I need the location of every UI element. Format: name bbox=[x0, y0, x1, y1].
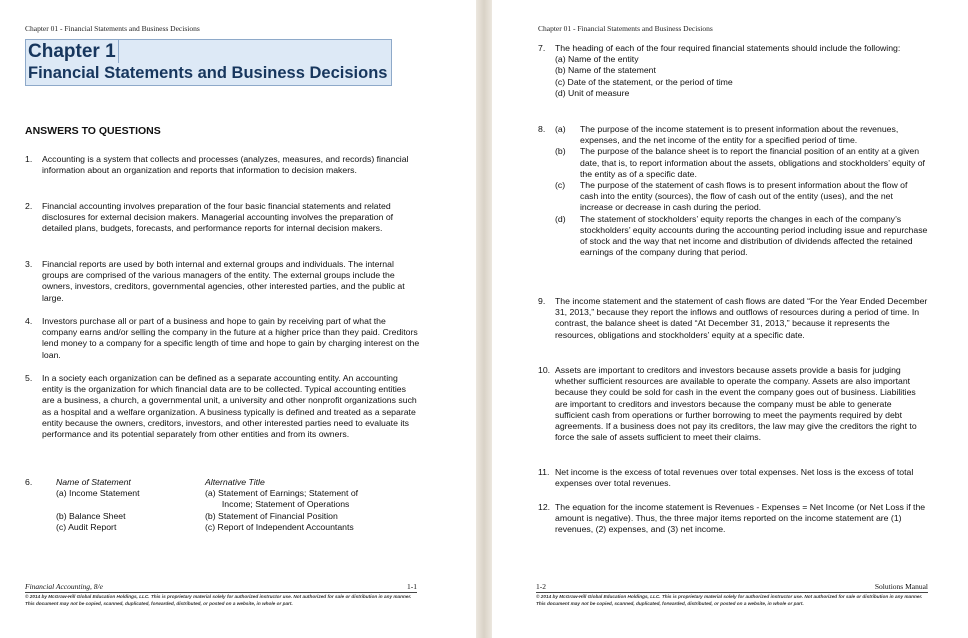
question-3: 3. Financial reports are used by both internal and external groups and individuals. The internal groups are comprised of the various managers of the entity. The external groups include the owners, investors, creditors, governmental agencies, other interested parties, and the public at large. bbox=[25, 259, 405, 303]
question-12: 12. The equation for the income statement is Revenues - Expenses = Net Income (or Net Loss if the amount is negative). Thus, the three major items reported on the income statement are (1) revenues, (2) expenses, and (3) net income. bbox=[538, 502, 926, 535]
chapter-label: Chapter 1 bbox=[28, 40, 119, 63]
page-gutter bbox=[476, 0, 492, 638]
page-footer bbox=[536, 582, 928, 607]
page-footer bbox=[25, 582, 417, 607]
running-head: Chapter 01 - Financial Statements and Business Decisions bbox=[538, 24, 713, 33]
section-heading: ANSWERS TO QUESTIONS bbox=[25, 125, 161, 137]
page-number: 1-2 bbox=[536, 582, 546, 591]
question-7: 7. The heading of each of the four required financial statements should include the following: (a) Name of the entity (b) Name of the statement (c) Date of the statement, or the period of time (d) Unit of measure bbox=[538, 43, 901, 98]
chapter-title-box[interactable] bbox=[25, 39, 392, 86]
table-header-alternative: Alternative Title bbox=[205, 477, 265, 487]
list-item: (c) The purpose of the statement of cash flows is to present information about the flow of cash into the entity (sources), the flow of cash out of the entity (uses), and the net increase or decrease in cash during the period. bbox=[555, 180, 908, 213]
question-11: 11. Net income is the excess of total revenues over total expenses. Net loss is the excess of total expenses over total revenues. bbox=[538, 467, 914, 489]
question-2: 2. Financial accounting involves preparation of the four basic financial statements and related disclosures for external decision makers. Managerial accounting involves the preparation of detailed plans, budgets, forecasts, and performance reports for internal decision makers. bbox=[25, 201, 394, 234]
list-item: (a) The purpose of the income statement is to present information about the revenues, expenses, and the net income of the entity for a specified period of time. bbox=[555, 124, 899, 146]
table-row: (a) Income Statement (a) Statement of Earnings; Statement of bbox=[56, 488, 359, 499]
left-page bbox=[0, 0, 476, 638]
question-8: 8. (a) The purpose of the income statement is to present information about the revenues, expenses, and the net income of the entity for a specified period of time. (b) The purpose of the balance sheet is to report the financial position of an entity at a given date, that is, to report information about the assets, obligations and stockholders’ equity of the entity as of a specific date. (c) The purpose of the statement of cash flows is to present information about the flow of cash into the entity (sources), the flow of cash out of the entity (uses), and the net increase or decrease in cash during the period. (d) The statement of stockholders’ equity reports the changes in each of the company’s stockholders’ equity accounts during the accounting period including issue and repurchase of stock and the way that net income and distribution of dividends affected the retained earnings of the company during that period. bbox=[538, 124, 928, 258]
copyright-notice: © 2014 by McGraw-Hill Global Education Holdings, LLC. This is proprietary material solely for authorized instructor use. Not authorized for sale or distribution in any manner. This document may not be copied, scanned, duplicated, forwarded, distributed, or posted on a website, in whole or part. bbox=[536, 594, 923, 606]
question-10: 10. Assets are important to creditors and investors because assets provide a basis for judging whether sufficient resources are available to operate the company. Assets are also important because they could be sold for cash in the event the company goes out of business. Liabilities are important to creditors and investors because the company must be able to generate sufficient cash from operations or further borrowing to meet the payments required by debt agreements. If a business does not pay its creditors, the law may give the creditors the right to force the sale of assets sufficient to meet their claims. bbox=[538, 365, 917, 443]
question-9: 9. The income statement and the statement of cash flows are dated “For the Year Ended December 31, 2013,” because they report the inflows and outflows of resources during a period of time. In contrast, the balance sheet is dated “At December 31, 2013,” because it represents the resources, obligations and stockholders’ equity at a specific date. bbox=[538, 296, 928, 340]
list-item: (d) The statement of stockholders’ equity reports the changes in each of the company’s stockholders’ equity accounts during the accounting period including issue and repurchase of stock and the way that net income and distribution of dividends affected the retained earnings of the company during that period. bbox=[555, 213, 928, 258]
list-item: (b) The purpose of the balance sheet is to report the financial position of an entity at a given date, that is, to report information about the assets, obligations and stockholders’ equity of the entity as of a specific date. bbox=[555, 146, 925, 179]
running-head: Chapter 01 - Financial Statements and Business Decisions bbox=[25, 24, 200, 33]
question-1: 1. Accounting is a system that collects and processes (analyzes, measures, and records) financial information about an organization and reports that information to decision makers. bbox=[25, 154, 409, 176]
table-row: Income; Statement of Operations bbox=[205, 499, 350, 510]
table-header-statement: Name of Statement bbox=[56, 477, 131, 487]
copyright-notice: © 2014 by McGraw-Hill Global Education Holdings, LLC. This is proprietary material solely for authorized instructor use. Not authorized for sale or distribution in any manner. This document may not be copied, scanned, duplicated, forwarded, distributed, or posted on a website, in whole or part. bbox=[25, 594, 412, 606]
footer-book-title: Financial Accounting, 8/e bbox=[25, 582, 103, 591]
table-row: (c) Audit Report (c) Report of Independent Accountants bbox=[56, 521, 354, 532]
footer-book-title: Solutions Manual bbox=[874, 582, 928, 591]
question-6-number: 6. bbox=[25, 477, 33, 487]
question-5: 5. In a society each organization can be defined as a separate accounting entity. An accounting entity is the organization for which financial data are to be collected. Typical accounting entities are a business, a church, a governmental unit, a university and other nonprofit organizations such as a hospital and a welfare organization. A business typically is defined and treated as a separate entity because the owners, creditors, investors, and other interested parties need to evaluate its performance and its potential separately from other entities and from its owners. bbox=[25, 373, 417, 440]
question-4: 4. Investors purchase all or part of a business and hope to gain by receiving part of what the company earns and/or selling the company in the future at a higher price than they paid. Creditors lend money to a company for a specific length of time and hope to gain by charging interest on the loan. bbox=[25, 316, 420, 360]
page-number: 1-1 bbox=[407, 582, 417, 591]
chapter-title: Financial Statements and Business Decisions bbox=[28, 64, 388, 82]
question-6-table bbox=[25, 477, 425, 533]
table-row: (b) Balance Sheet (b) Statement of Financial Position bbox=[56, 510, 338, 521]
